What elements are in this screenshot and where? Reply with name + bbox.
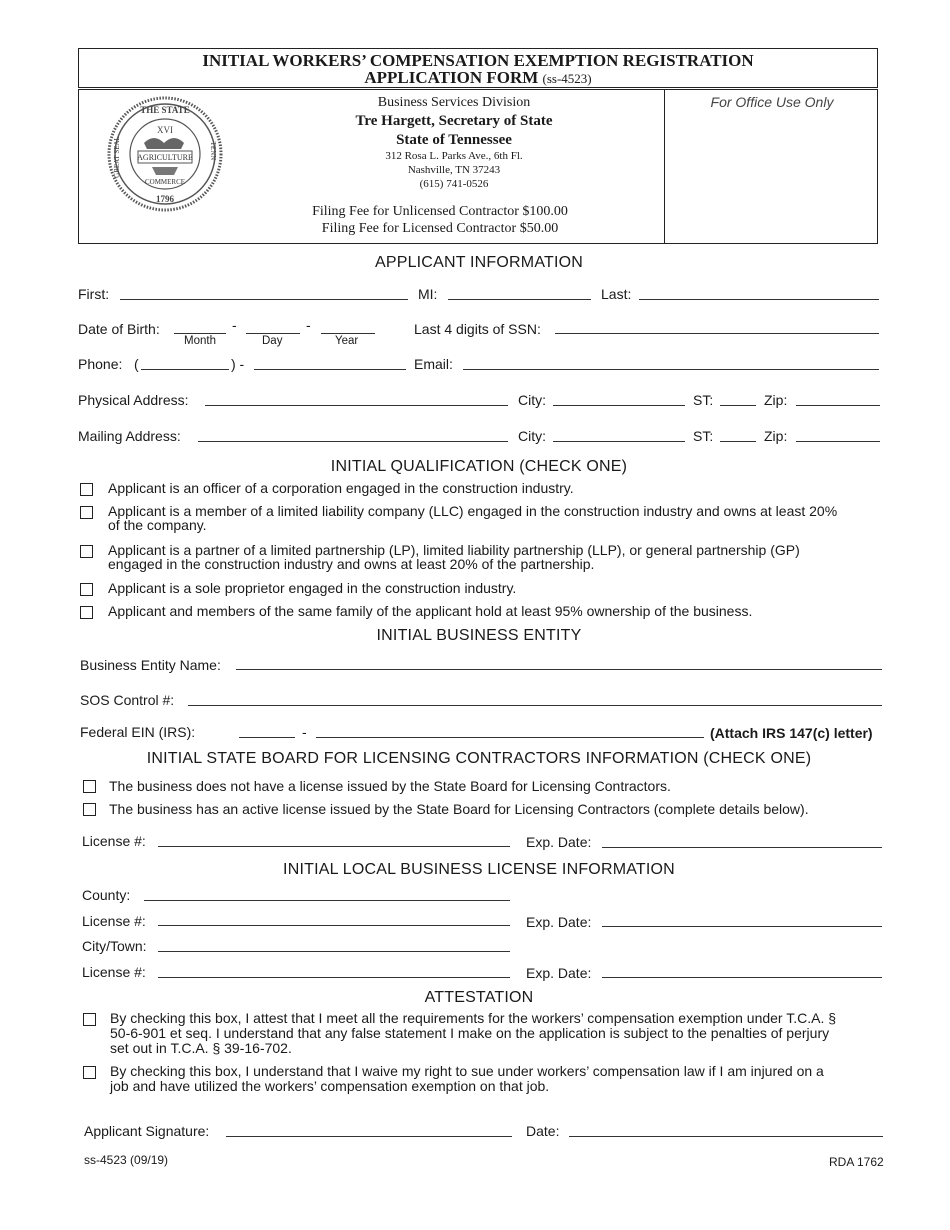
local-heading: INITIAL LOCAL BUSINESS LICENSE INFORMATION	[283, 861, 675, 878]
mailing-address-label: Mailing Address:	[78, 428, 181, 444]
last-name-label: Last:	[601, 286, 632, 302]
office-phone: (615) 741-0526	[419, 178, 489, 190]
mailing-state-label: ST:	[693, 428, 714, 444]
fee-unlicensed: Filing Fee for Unlicensed Contractor $100.00	[312, 204, 568, 219]
attestation-heading: ATTESTATION	[424, 989, 534, 1006]
attestation-text-line2: 50-6-901 et seq. I understand that any false statement I make on the application is subject to the penalties of perjury	[110, 1025, 830, 1041]
entity-heading: INITIAL BUSINESS ENTITY	[376, 627, 582, 644]
city-license-field[interactable]	[158, 977, 510, 978]
board-license-label: License #:	[82, 833, 146, 849]
official-name: Tre Hargett, Secretary of State	[355, 113, 553, 129]
ein-suffix-field[interactable]	[316, 737, 704, 738]
phone-label: Phone:	[78, 356, 123, 372]
dob-month-caption: Month	[184, 335, 216, 347]
phone-close-paren: ) -	[231, 356, 245, 372]
physical-state-label: ST:	[693, 392, 714, 408]
board-option-no-license: The business does not have a license issued by the State Board for Licensing Contractors.	[109, 778, 671, 794]
dob-dash: -	[232, 317, 237, 333]
physical-state-field[interactable]	[720, 405, 756, 406]
ssn-field[interactable]	[555, 333, 879, 334]
county-license-field[interactable]	[158, 925, 510, 926]
email-field[interactable]	[463, 369, 879, 370]
middle-initial-label: MI:	[418, 286, 438, 302]
mailing-zip-label: Zip:	[764, 428, 788, 444]
qualification-option-llc: Applicant is a member of a limited liability company (LLC) engaged in the construction industry and owns at least 20%	[108, 503, 838, 519]
qualification-option-partnership-cont: engaged in the construction industry and owns at least 20% of the partnership.	[108, 556, 595, 572]
city-license-label: License #:	[82, 964, 146, 980]
city-town-label: City/Town:	[82, 938, 147, 954]
dob-year-field[interactable]	[321, 333, 375, 334]
qualification-checkbox-sole-proprietor[interactable]	[80, 583, 93, 596]
city-exp-date-label: Exp. Date:	[526, 965, 592, 981]
mailing-zip-field[interactable]	[796, 441, 880, 442]
city-town-field[interactable]	[158, 951, 510, 952]
dob-label: Date of Birth:	[78, 321, 160, 337]
county-exp-date-label: Exp. Date:	[526, 914, 592, 930]
physical-city-field[interactable]	[553, 405, 685, 406]
attestation-text-line1: By checking this box, I attest that I meet all the requirements for the workers’ compensation exemption under T.C.A. §	[110, 1010, 837, 1026]
seal-numeral: XVI	[157, 125, 173, 135]
qualification-option-llc-cont: of the company.	[108, 517, 207, 533]
entity-name-field[interactable]	[236, 669, 882, 670]
seal-year: 1796	[156, 194, 174, 204]
ein-label: Federal EIN (IRS):	[80, 724, 196, 740]
applicant-heading: APPLICANT INFORMATION	[374, 254, 584, 271]
qualification-option-partnership: Applicant is a partner of a limited partnership (LP), limited liability partnership (LLP), or general partnership (GP)	[108, 542, 800, 558]
footer-rda-code: RDA 1762	[829, 1155, 884, 1169]
seal-commerce: COMMERCE	[144, 178, 186, 186]
physical-address-field[interactable]	[205, 405, 508, 406]
division-name: Business Services Division	[377, 95, 531, 110]
office-address2: Nashville, TN 37243	[407, 164, 501, 176]
physical-zip-label: Zip:	[764, 392, 788, 408]
county-label: County:	[82, 887, 131, 903]
mailing-address-field[interactable]	[198, 441, 508, 442]
phone-open-paren: (	[134, 356, 139, 372]
svg-text:THE STATE: THE STATE	[140, 105, 190, 115]
county-exp-date-field[interactable]	[602, 926, 882, 927]
board-heading: INITIAL STATE BOARD FOR LICENSING CONTRACTORS INFORMATION (CHECK ONE)	[146, 750, 812, 767]
signature-field[interactable]	[226, 1136, 512, 1137]
form-title-line1: INITIAL WORKERS’ COMPENSATION EXEMPTION REGISTRATION	[202, 51, 754, 70]
email-label: Email:	[414, 356, 453, 372]
qualification-checkbox-partnership[interactable]	[80, 545, 93, 558]
qualification-option-family: Applicant and members of the same family of the applicant hold at least 95% ownership of the business.	[108, 603, 753, 619]
dob-day-caption: Day	[262, 335, 283, 347]
office-address1: 312 Rosa L. Parks Ave., 6th Fl.	[385, 150, 523, 162]
qualification-option-corporation: Applicant is an officer of a corporation engaged in the construction industry.	[108, 480, 574, 496]
mailing-state-field[interactable]	[720, 441, 756, 442]
dob-year-caption: Year	[335, 335, 359, 347]
ein-dash: -	[302, 724, 307, 740]
physical-address-label: Physical Address:	[78, 392, 189, 408]
phone-area-code-field[interactable]	[141, 369, 229, 370]
office-use-label: For Office Use Only	[710, 94, 834, 110]
mailing-city-label: City:	[518, 428, 546, 444]
city-exp-date-field[interactable]	[602, 977, 882, 978]
board-exp-date-field[interactable]	[602, 847, 882, 848]
ein-prefix-field[interactable]	[239, 737, 295, 738]
form-title-line2	[78, 69, 878, 88]
form-title-text: APPLICATION FORM	[364, 68, 539, 87]
first-name-field[interactable]	[120, 299, 408, 300]
seal-agriculture: AGRICULTURE	[137, 153, 193, 162]
ssn-label: Last 4 digits of SSN:	[414, 321, 541, 337]
board-option-active-license: The business has an active license issued by the State Board for Licensing Contractors (complete details below).	[109, 801, 809, 817]
entity-name-label: Business Entity Name:	[80, 657, 221, 673]
board-checkbox-no-license[interactable]	[83, 780, 96, 793]
attestation-text-line3: set out in T.C.A. § 39-16-702.	[110, 1040, 292, 1056]
qualification-checkbox-corporation[interactable]	[80, 483, 93, 496]
last-name-field[interactable]	[639, 299, 879, 300]
office-use-divider	[664, 89, 665, 244]
board-checkbox-active-license[interactable]	[83, 803, 96, 816]
county-field[interactable]	[144, 900, 510, 901]
svg-text:GREAT SEAL: GREAT SEAL	[113, 136, 121, 178]
form-code: (ss-4523)	[542, 71, 592, 86]
middle-initial-field[interactable]	[448, 299, 591, 300]
board-license-field[interactable]	[158, 846, 510, 847]
mailing-city-field[interactable]	[553, 441, 685, 442]
qualification-checkbox-llc[interactable]	[80, 506, 93, 519]
state-name: State of Tennessee	[396, 132, 512, 148]
sos-control-field[interactable]	[188, 705, 882, 706]
physical-city-label: City:	[518, 392, 546, 408]
signature-date-label: Date:	[526, 1123, 560, 1139]
footer-form-code: ss-4523 (09/19)	[84, 1153, 169, 1167]
dob-dash: -	[306, 317, 311, 333]
svg-text:TENN: TENN	[209, 141, 217, 161]
attestation-checkbox-requirements[interactable]	[83, 1013, 96, 1026]
qualification-checkbox-family[interactable]	[80, 606, 93, 619]
dob-month-field[interactable]	[174, 333, 226, 334]
qualification-option-sole-proprietor: Applicant is a sole proprietor engaged in the construction industry.	[108, 580, 517, 596]
signature-label: Applicant Signature:	[84, 1123, 210, 1139]
phone-number-field[interactable]	[254, 369, 406, 370]
physical-zip-field[interactable]	[796, 405, 880, 406]
state-seal-logo	[104, 95, 226, 213]
waiver-text-line2: job and have utilized the workers’ compensation exemption on that job.	[110, 1078, 550, 1094]
fee-licensed: Filing Fee for Licensed Contractor $50.00	[321, 221, 559, 236]
county-license-label: License #:	[82, 913, 146, 929]
dob-day-field[interactable]	[246, 333, 300, 334]
board-exp-date-label: Exp. Date:	[526, 834, 592, 850]
qualification-heading: INITIAL QUALIFICATION (CHECK ONE)	[330, 458, 628, 475]
first-name-label: First:	[78, 286, 110, 302]
signature-date-field[interactable]	[569, 1136, 883, 1137]
attestation-checkbox-waiver[interactable]	[83, 1066, 96, 1079]
sos-control-label: SOS Control #:	[80, 692, 175, 708]
ein-attach-note: (Attach IRS 147(c) letter)	[710, 725, 873, 741]
waiver-text-line1: By checking this box, I understand that I waive my right to sue under workers’ compensation law if I am injured on a	[110, 1063, 824, 1079]
